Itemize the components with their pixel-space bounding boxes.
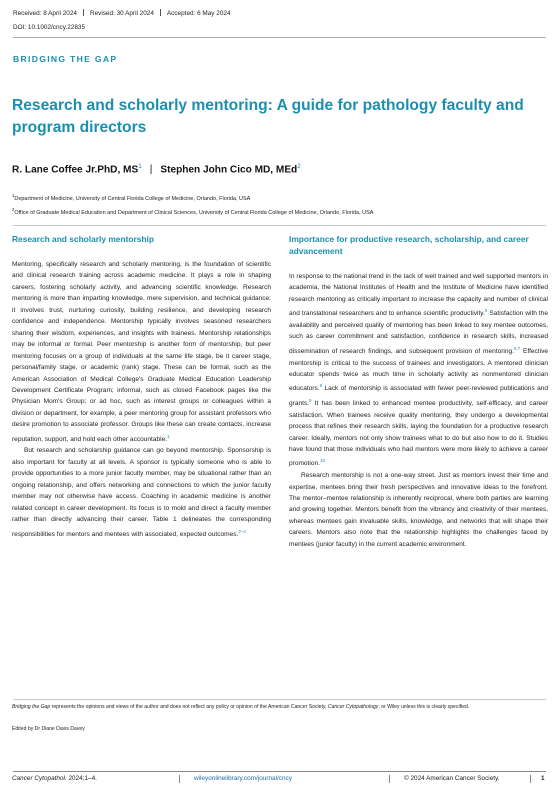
paragraph-text: But research and scholarship guidance can go beyond mentorship. Sponsorship is also important for faculty at all levels. A sponsor is typically someone who is able to provide opportunities to a more junior faculty member, may be situational rather than an ongoing relationship, and offers networking and connections to which the junior faculty member may not otherwise have access. Coaching in academic medicine is another related concept in career development. Its focus is to mold and direct a faculty member rather than directly advancing their career. Table 1 delineates the corresponding responsibilities for mentors and mentees with associated, expected outcomes. (12, 447, 271, 538)
author-affiliation-ref[interactable]: 1 (138, 163, 142, 170)
journal-citation (12, 775, 97, 782)
journal-name: Cancer Cytopathology (327, 704, 379, 710)
article-history (13, 9, 231, 17)
header-rule (13, 37, 546, 38)
right-column (289, 233, 548, 550)
editor-note: Edited by Dr Diane Davis Davey (12, 726, 85, 732)
disclaimer-text: , or Wiley unless this is clearly specified. (378, 704, 470, 710)
citation-link[interactable]: 8 (319, 383, 323, 389)
section-heading: Research and scholarly mentorship (12, 234, 154, 244)
citation-link[interactable]: 10 (319, 458, 325, 464)
page-number: 1 (541, 775, 545, 782)
affiliation-number: 1 (12, 193, 15, 198)
disclaimer-text: represents the opinions and views of the author and does not reflect any policy or opinion of the American Cancer Society, (50, 704, 328, 710)
citation-link[interactable]: 5 (484, 308, 488, 314)
section-heading: Importance for productive research, scholarship, and career advancement (289, 234, 529, 256)
paragraph (289, 271, 548, 470)
affiliation-text: Department of Medicine, University of Central Florida College of Medicine, Orlando, Florida, USA (14, 195, 251, 202)
disclaimer-note (12, 703, 548, 711)
divider (160, 9, 161, 16)
author-name[interactable]: Stephen John Cico MD, MEd (160, 164, 298, 176)
doi[interactable]: DOI: 10.1002/cncy.22835 (13, 24, 86, 31)
paragraph-text: It has been linked to enhanced mentee productivity, self-efficacy, and career satisfaction. When trainees receive quality mentoring, they undergo a developmental process that refines their research skills, laying the foundation for a productive research career. Ideally, mentors not only show trainees what to do but also how to do it. Studies have found that those individuals who had mentors were more likely to achieve a career promotion. (289, 400, 548, 468)
left-column (12, 233, 271, 540)
footer-rule (13, 771, 546, 772)
author-affiliation-ref[interactable]: 2 (297, 163, 301, 170)
author-list (12, 163, 301, 175)
citation-details: 2024;1–4. (66, 775, 97, 782)
citation-link[interactable]: 9 (309, 398, 312, 404)
journal-url-link[interactable]: wileyonlinelibrary.com/journal/cncy (194, 775, 292, 782)
footer-divider (530, 775, 531, 783)
paragraph (12, 259, 271, 445)
author-separator: | (149, 164, 153, 176)
paragraph-text: Research mentorship is not a one-way street. Just as mentors invest their time and expertise, mentees bring their fresh perspectives and innovative ideas to the forefront. The mentor–mentee relationship is inherently reciprocal, where both parties are learning and growing together. Mentors benefit from the vibrancy and creativity of their mentees, whereas mentees gain invaluable skills, knowledge, and networks that will shape their careers. Mentors also note that the relationship highlights the challenges faced by mentees (junior faculty) in the current academic environment. (289, 472, 548, 548)
journal-abbrev: Cancer Cytopathol. (12, 775, 67, 782)
affiliation-number: 2 (12, 207, 15, 212)
article-title: Research and scholarly mentoring: A guide for pathology faculty and program directors (12, 97, 524, 136)
affiliation (12, 193, 547, 202)
footer-divider (389, 775, 390, 783)
footnote-rule (13, 699, 546, 700)
paragraph-text: Satisfaction with the availability and perceived quality of mentoring has been linked to key mentee outcomes, such as career commitment and satisfaction, confidence in research skills, increased dissemination of research findings, and subsequent provision of mentoring. (289, 310, 549, 356)
section-name: Bridging the Gap (12, 704, 51, 710)
affiliation-rule (13, 225, 546, 226)
affiliation (12, 207, 547, 216)
author-name[interactable]: R. Lane Coffee Jr.PhD, MS (12, 164, 139, 176)
section-label: BRIDGING THE GAP (13, 54, 118, 64)
paragraph-text: Lack of mentorship is associated with fewer peer-reviewed publications and grants. (289, 385, 548, 408)
affiliation-text: Office of Graduate Medical Education and Department of Clinical Sciences, University of Central Florida College of Medicine, Orlando, Florida, USA (14, 209, 374, 216)
paragraph (289, 470, 548, 550)
citation-link[interactable]: 2–4 (238, 528, 246, 534)
divider (83, 9, 84, 16)
revised-date: Revised: 30 April 2024 (89, 10, 154, 17)
paragraph (12, 445, 271, 540)
received-date: Received: 8 April 2024 (13, 10, 77, 17)
accepted-date: Accepted: 6 May 2024 (166, 10, 231, 17)
paragraph-text: Effective mentorship is critical to the success of trainees and investigators. A mentored clinician educator spends twice as much time in scholarly activity as nonmentored clinician educators. (289, 348, 549, 393)
paragraph-text: Mentoring, specifically research and scholarly mentoring, is the foundation of scientific and clinical research training across academic medicine. It plays a role in shaping careers, fostering scholarly activity, and advancing scientific knowledge. Research mentoring is more than imparting knowledge, mere supervision, and technical guidance; it involves trust, nurturing curiosity, building resilience, and developing research confidence and independence. Mentorship typically involves seasoned researchers sharing their wisdom, experiences, and insights with trainees. Mentorship relationships may be informal or formal. Peer mentorship is another form of mentorship, but peer mentoring focuses on a group of individuals at the same life stage, be it career stage, personal/family stage, or academic (rank) stage. These can be formal, such as the American Association of Medical College's Graduate Medical Education Leadership Development Certificate Program; informal, such as closed Facebook pages like the Physician Mom's Group; or ad hoc, such as interest groups or colleagues within a division or department, for example, a peer mentoring group for assistant professors who desire promotion to associate professor. Groups like these can create contacts, increase reputation, support, and hold each other accountable. (12, 261, 271, 443)
copyright: © 2024 American Cancer Society. (404, 775, 500, 782)
footer-divider (179, 775, 180, 783)
citation-link[interactable]: 6,7 (513, 345, 521, 351)
citation-link[interactable]: 1 (167, 433, 170, 439)
paragraph-text: In response to the national trend in the lack of well trained and well supported mentors in academia, the National Institutes of Health and the Institute of Medicine have identified research mentoring as critically important to increase the capacity and number of clinical and translational researchers and to enhance scientific productivity. (289, 273, 548, 318)
